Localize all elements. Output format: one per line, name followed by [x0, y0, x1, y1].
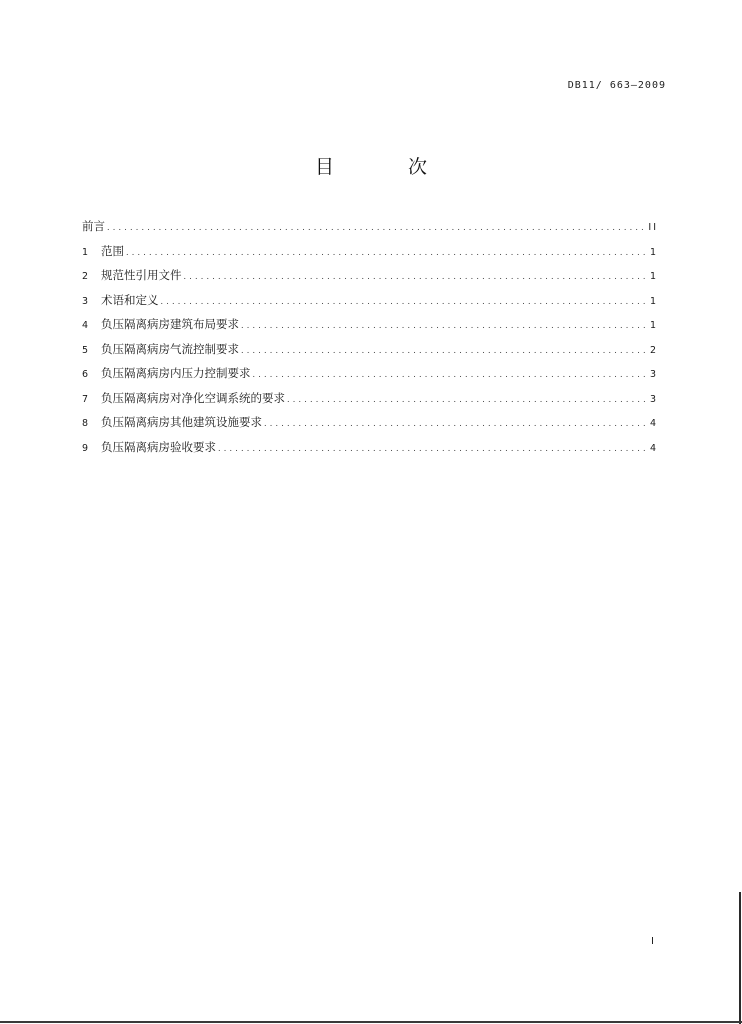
toc-entry-8[interactable] — [82, 410, 658, 435]
toc-entry-label: 范围 — [101, 243, 124, 258]
toc-entry-number: 8 — [82, 418, 89, 429]
toc-leader-dots — [287, 388, 648, 413]
page-number: I — [651, 936, 654, 947]
toc-entry-7[interactable] — [82, 386, 658, 411]
toc-entry-label: 负压隔离病房其他建筑设施要求 — [101, 415, 262, 429]
toc-entry-1[interactable] — [82, 239, 658, 264]
toc-entry-4[interactable] — [82, 312, 658, 337]
toc-entry-label: 规范性引用文件 — [101, 268, 182, 282]
toc-leader-dots — [264, 412, 648, 437]
toc-entry-page: 4 — [649, 418, 658, 429]
toc-leader-dots — [184, 265, 648, 290]
toc-entry-number: 4 — [82, 320, 89, 331]
toc-entry-number: 3 — [82, 295, 89, 307]
toc-entry-5[interactable] — [82, 337, 658, 362]
toc-entry-6[interactable] — [82, 361, 658, 386]
page-title: 目 次 — [314, 156, 462, 178]
toc-entry-label: 负压隔离病房建筑布局要求 — [101, 317, 239, 331]
toc-entry-3[interactable] — [82, 288, 658, 313]
table-of-contents — [82, 214, 658, 459]
toc-leader-dots — [107, 216, 646, 241]
scan-edge-line — [0, 1021, 742, 1023]
scan-edge-line — [739, 892, 741, 1024]
toc-entry-label: 负压隔离病房验收要求 — [101, 439, 216, 454]
toc-entry-label: 前言 — [82, 219, 105, 233]
toc-leader-dots — [218, 437, 648, 462]
toc-entry-page: 3 — [649, 369, 658, 380]
toc-entry-number: 9 — [82, 442, 89, 454]
toc-entry-label: 术语和定义 — [101, 292, 159, 307]
toc-entry-number: 2 — [82, 271, 89, 282]
toc-entry-number: 1 — [82, 246, 89, 258]
toc-entry-number: 6 — [82, 369, 89, 380]
toc-entry-page: 1 — [649, 320, 658, 331]
toc-entry-page: II — [648, 222, 658, 233]
document-code: DB11/ 663—2009 — [567, 80, 666, 91]
toc-entry-number: 7 — [82, 393, 89, 405]
toc-entry-page: 1 — [649, 246, 658, 258]
toc-leader-dots — [161, 290, 648, 315]
toc-entry-number: 5 — [82, 344, 89, 356]
toc-entry-page: 1 — [649, 271, 658, 282]
toc-entry-2[interactable] — [82, 263, 658, 288]
toc-entry-page: 3 — [649, 393, 658, 405]
toc-entry-label: 负压隔离病房内压力控制要求 — [101, 366, 251, 380]
toc-entry-foreword[interactable] — [82, 214, 658, 239]
toc-entry-label: 负压隔离病房气流控制要求 — [101, 341, 239, 356]
toc-leader-dots — [241, 314, 648, 339]
toc-leader-dots — [241, 339, 648, 364]
toc-leader-dots — [253, 363, 648, 388]
toc-entry-page: 1 — [649, 295, 658, 307]
toc-entry-label: 负压隔离病房对净化空调系统的要求 — [101, 390, 285, 405]
toc-entry-page: 4 — [649, 442, 658, 454]
toc-entry-page: 2 — [649, 344, 658, 356]
toc-leader-dots — [126, 241, 648, 266]
toc-entry-9[interactable] — [82, 435, 658, 460]
